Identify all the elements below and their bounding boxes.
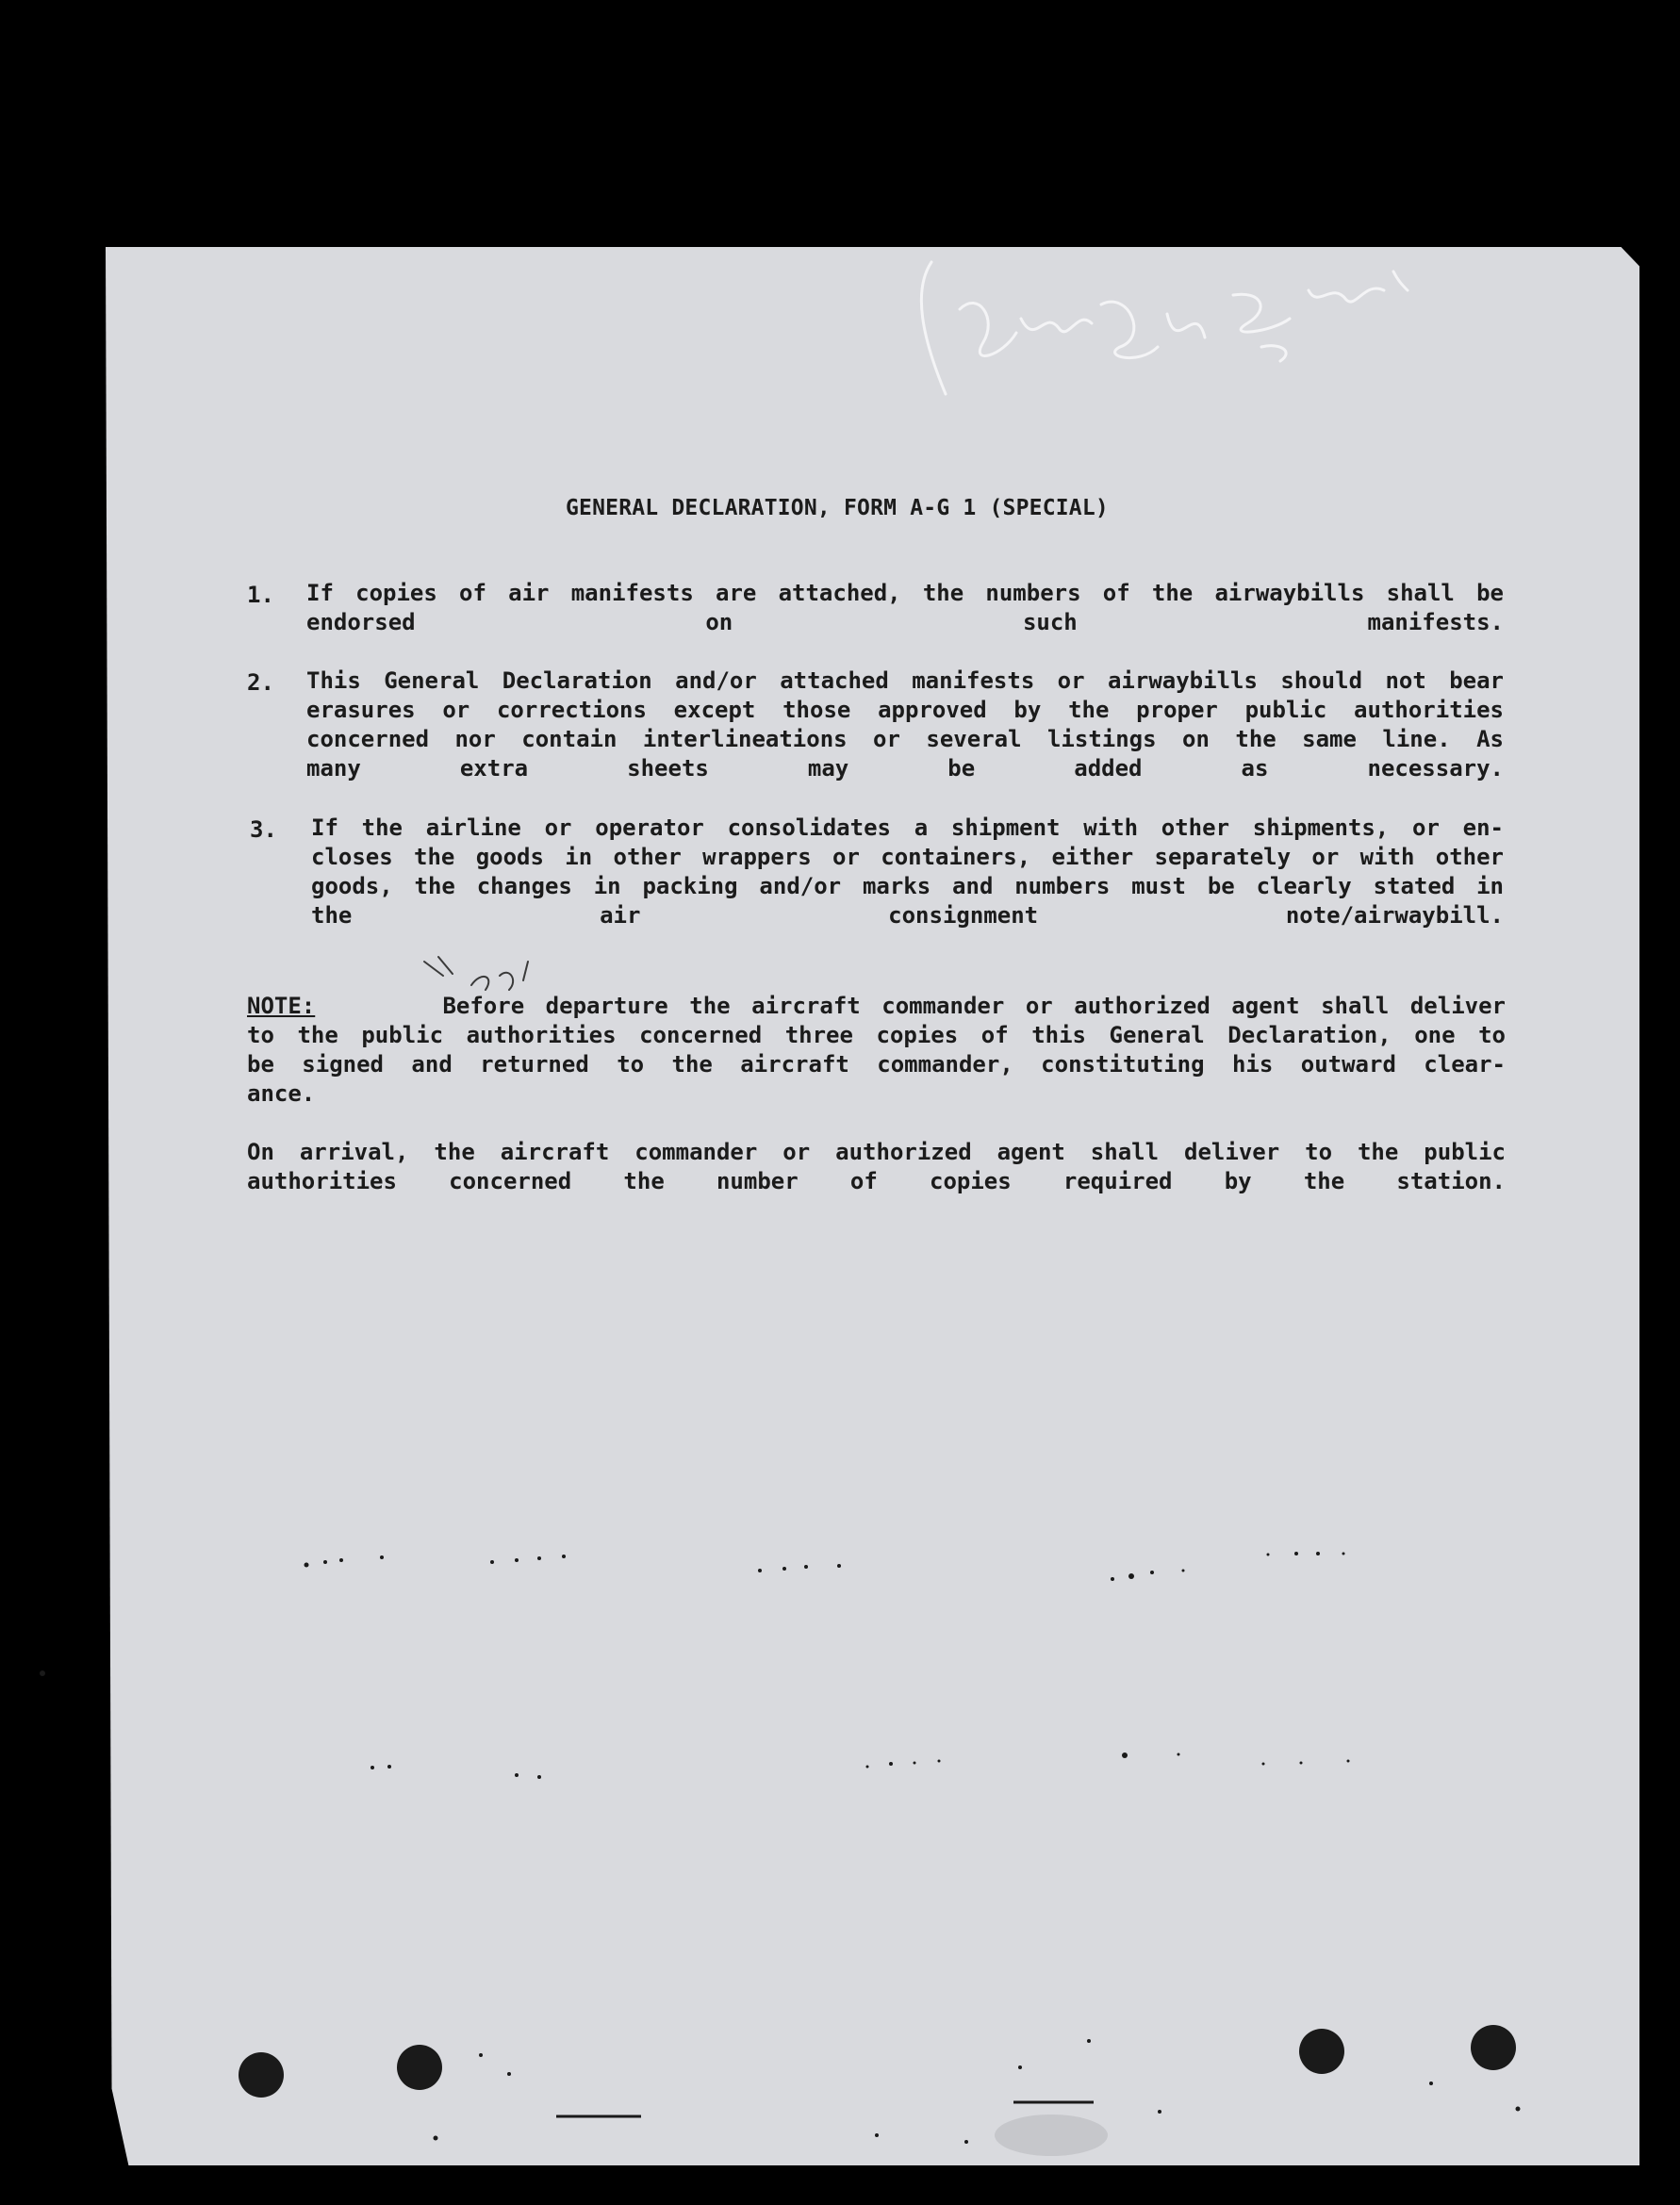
item-2-line-1: This General Declaration and/or attached manifests or airwaybills should not bear bbox=[306, 667, 1504, 694]
arrival-line-1: On arrival, the aircraft commander or authorized agent shall deliver to the public bbox=[247, 1139, 1506, 1165]
form-title: GENERAL DECLARATION, FORM A-G 1 (SPECIAL) bbox=[566, 496, 1109, 520]
punch-hole bbox=[239, 2052, 284, 2098]
note-label: NOTE: bbox=[247, 993, 316, 1019]
note-line-4: ance. bbox=[247, 1080, 316, 1107]
punch-hole bbox=[1299, 2029, 1344, 2074]
item-3-line-4: the air consignment note/airwaybill. bbox=[311, 902, 1504, 929]
item-1-line-1: If copies of air manifests are attached, the numbers of the airwaybills shall be bbox=[306, 580, 1504, 606]
item-2-line-3: concerned nor contain interlineations or several listings on the same line. As bbox=[306, 726, 1504, 752]
item-3-number: 3. bbox=[250, 816, 277, 843]
note-line-2: to the public authorities concerned three copies of this General Declaration, one to bbox=[247, 1022, 1506, 1048]
item-2-line-2: erasures or corrections except those approved by the proper public authorities bbox=[306, 697, 1504, 723]
note-line-3: be signed and returned to the aircraft commander, constituting his outward clear- bbox=[247, 1051, 1506, 1078]
arrival-line-2: authorities concerned the number of copies required by the station. bbox=[247, 1168, 1506, 1194]
item-2-line-4: many extra sheets may be added as necessary. bbox=[306, 755, 1504, 782]
item-1-number: 1. bbox=[247, 582, 274, 608]
item-3-line-2: closes the goods in other wrappers or containers, either separately or with other bbox=[311, 844, 1504, 870]
item-1-line-2: endorsed on such manifests. bbox=[306, 609, 1504, 635]
punch-hole bbox=[1471, 2025, 1516, 2070]
punch-hole bbox=[397, 2045, 442, 2090]
item-2-number: 2. bbox=[247, 669, 274, 696]
item-3-line-1: If the airline or operator consolidates a shipment with other shipments, or en- bbox=[311, 815, 1504, 841]
item-3-line-3: goods, the changes in packing and/or marks and numbers must be clearly stated in bbox=[311, 873, 1504, 899]
note-line-1: Before departure the aircraft commander or authorized agent shall deliver bbox=[442, 993, 1506, 1019]
